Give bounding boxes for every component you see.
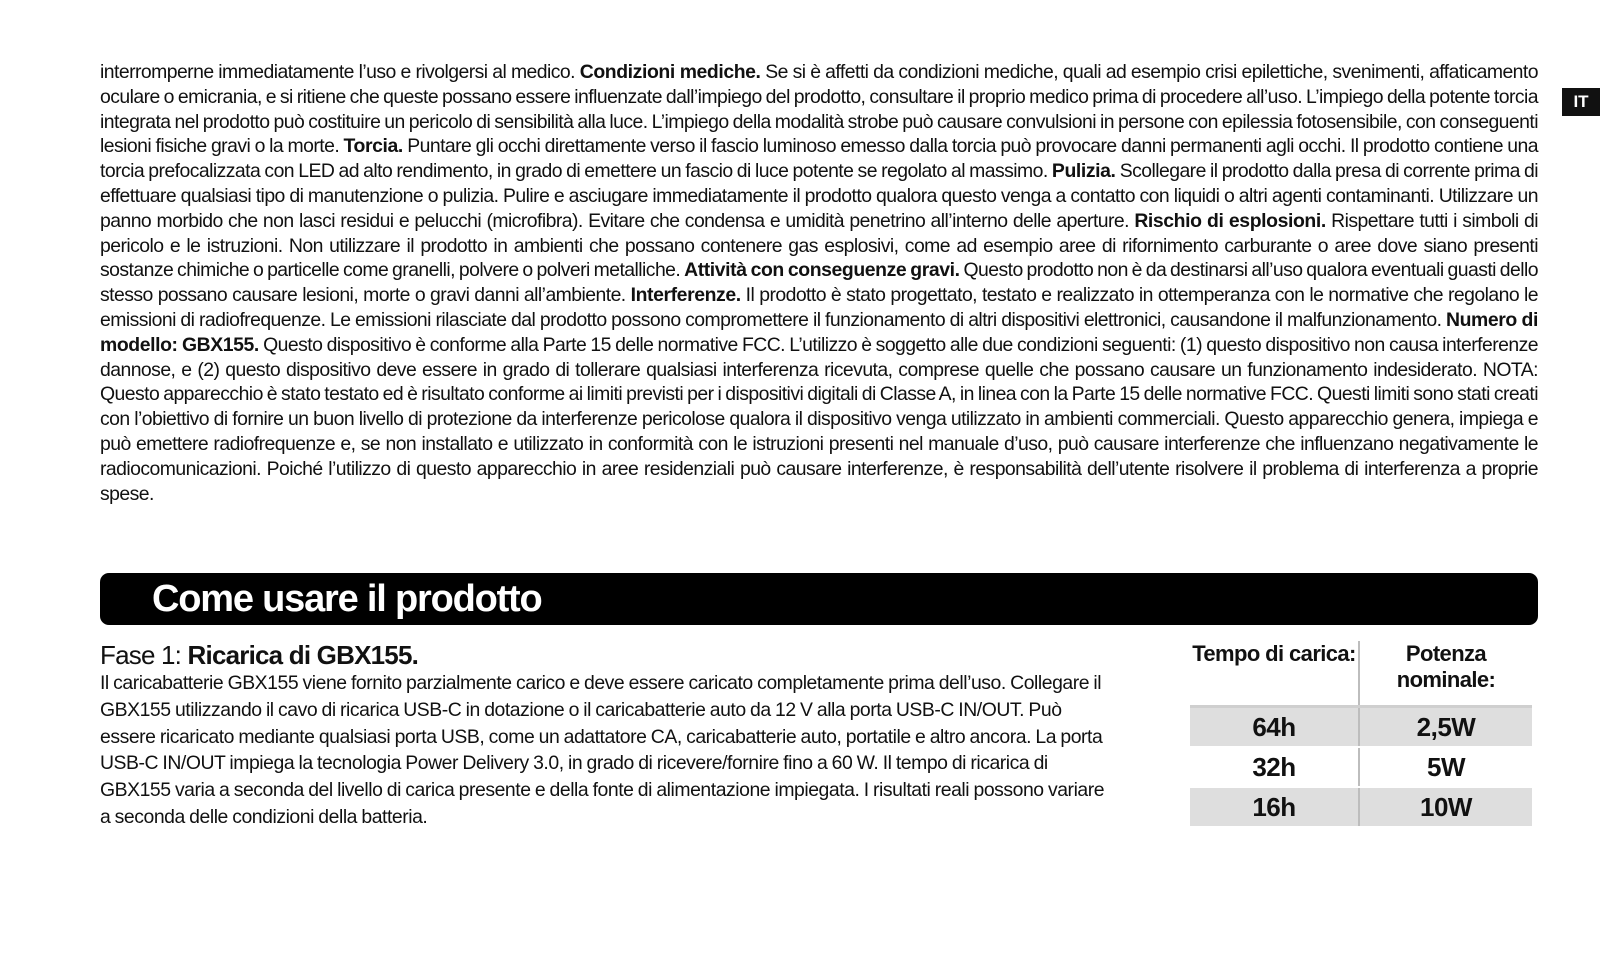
table-cell-power: 5W — [1359, 747, 1532, 787]
table-header-power: Potenza nominale: — [1359, 641, 1532, 707]
table-cell-time: 16h — [1190, 787, 1359, 827]
table-row — [1190, 707, 1532, 748]
para-heading: Interferenze. — [630, 284, 741, 307]
para-text: Se si è affetti da condizioni mediche, quali ad esempio crisi epilettiche, svenimenti, affaticamento oculare o emicrania, e si ritiene che queste possano essere influenzate dall’impiego del prodotto, consultare il proprio medico prima di procedere all’uso. L’impiego della potente torcia integrata nel prodotto può costituire un pericolo di sensibilità alla luce. L’impiego della modalità strobe può causare convulsioni in persone con epilessia fotosensibile, con conseguenti lesioni fisiche gravi o la morte. — [100, 61, 1538, 158]
para-heading: Pulizia. — [1051, 160, 1116, 183]
table-cell-power: 2,5W — [1359, 707, 1532, 748]
para-text: Rispettare tutti i simboli di pericolo e le istruzioni. Non utilizzare il prodotto in ambienti che possano contenere gas esplosivi, come ad esempio aree di rifornimento carburante o aree dove siano presenti sostanze chimiche o particelle come granelli, polvere o polveri metalliche. — [100, 209, 1538, 282]
para-text: Il prodotto è stato progettato, testato e realizzato in ottemperanza con le normative che regolano le emissioni di radiofrequenze. Le emissioni rilasciate dal prodotto possono compromettere il funzionamento di altri dispositivi elettronici, causandone il malfunzionamento. — [100, 284, 1538, 331]
table-row — [1190, 747, 1532, 787]
section-header-bar — [100, 573, 1538, 625]
para-heading: Rischio di esplosioni. — [1134, 209, 1326, 232]
safety-paragraph — [100, 60, 1538, 506]
table-cell-time: 64h — [1190, 707, 1359, 748]
step-prefix: Fase 1: — [100, 640, 188, 670]
section-title: Come usare il prodotto — [152, 578, 542, 620]
para-text: interromperne immediatamente l’uso e rivolgersi al medico. — [100, 61, 580, 83]
para-heading: Numero di modello: GBX155. — [100, 308, 1538, 356]
para-heading: Condizioni mediche. — [579, 61, 761, 83]
para-text: Scollegare il prodotto dalla presa di corrente prima di effettuare qualsiasi tipo di manutenzione o pulizia. Pulire e asciugare immediatamente il prodotto qualora questo venga a contatto con liquidi o altri agenti contaminanti. Utilizzare un panno morbido che non lasci residui e pelucchi (microfibra). Evitare che condensa e umidità penetrino all’interno delle aperture. — [100, 160, 1538, 232]
para-heading: Attività con conseguenze gravi. — [684, 259, 960, 282]
table-header-row — [1190, 641, 1532, 707]
para-text: Questo prodotto non è da destinarsi all’uso qualora eventuali guasti dello stesso possano causare lesioni, morte o gravi danni all’ambiente. — [100, 259, 1538, 307]
para-text: Questo dispositivo è conforme alla Parte 15 delle normative FCC. L’utilizzo è soggetto alle due condizioni seguenti: (1) questo dispositivo non causa interferenze dannose, e (2) questo dispositivo deve essere in grado di tollerare qualsiasi interferenza ricevuta, comprese quelle che possano causare un funzionamento indesiderato. NOTA: Questo apparecchio è stato testato ed è risultato conforme ai limiti previsti per i dispositivi digitali di Classe A, in linea con la Parte 15 delle normative FCC. Questi limiti sono stati creati con l’obiettivo di fornire un buon livello di protezione da interferenze pericolose qualora il dispositivo venga utilizzato in ambienti commerciali. Questo apparecchio genera, impiega e può emettere radiofrequenze e, se non installato e utilizzato in conformità con le istruzioni presenti nel manuale d’uso, può causare interferenze che influenzano negativamente le radiocomunicazioni. Poiché l’utilizzo di questo apparecchio in aree residenziali può causare interferenze, è responsabilità dell’utente risolvere il problema di interferenza a proprie spese. — [100, 333, 1538, 505]
table-header-charge-time: Tempo di carica: — [1190, 641, 1359, 707]
para-text: Puntare gli occhi direttamente verso il fascio luminoso emesso dalla torcia può provocare danni permanenti agli occhi. Il prodotto contiene una torcia prefocalizzata con LED ad alto rendimento, in grado di emettere un fascio di luce potente se regolato al massimo. — [100, 135, 1538, 183]
table-cell-time: 32h — [1190, 747, 1359, 787]
table-row — [1190, 787, 1532, 827]
para-heading: Torcia. — [343, 135, 403, 158]
step-body: Il caricabatterie GBX155 viene fornito parzialmente carico e deve essere caricato completamente prima dell’uso. Collegare il GBX155 utilizzando il cavo di ricarica USB-C in dotazione o il caricabatterie auto da 12 V alla porta USB-C IN/OUT. Può essere ricaricato mediante qualsiasi porta USB, come un adattatore CA, caricabatterie auto, portatile e altro ancora. La porta USB-C IN/OUT impiega la tecnologia Power Delivery 3.0, in grado di ricevere/fornire fino a 60 W. Il tempo di ricarica di GBX155 varia a seconda del livello di carica presente e della fonte di alimentazione impiegata. I risultati reali possono variare a seconda delle condizioni della batteria. — [100, 672, 1105, 828]
language-tab: IT — [1562, 88, 1600, 116]
step-title: Ricarica di GBX155. — [187, 640, 419, 670]
step-heading — [100, 640, 418, 670]
charge-table — [1190, 641, 1532, 828]
table-cell-power: 10W — [1359, 787, 1532, 827]
